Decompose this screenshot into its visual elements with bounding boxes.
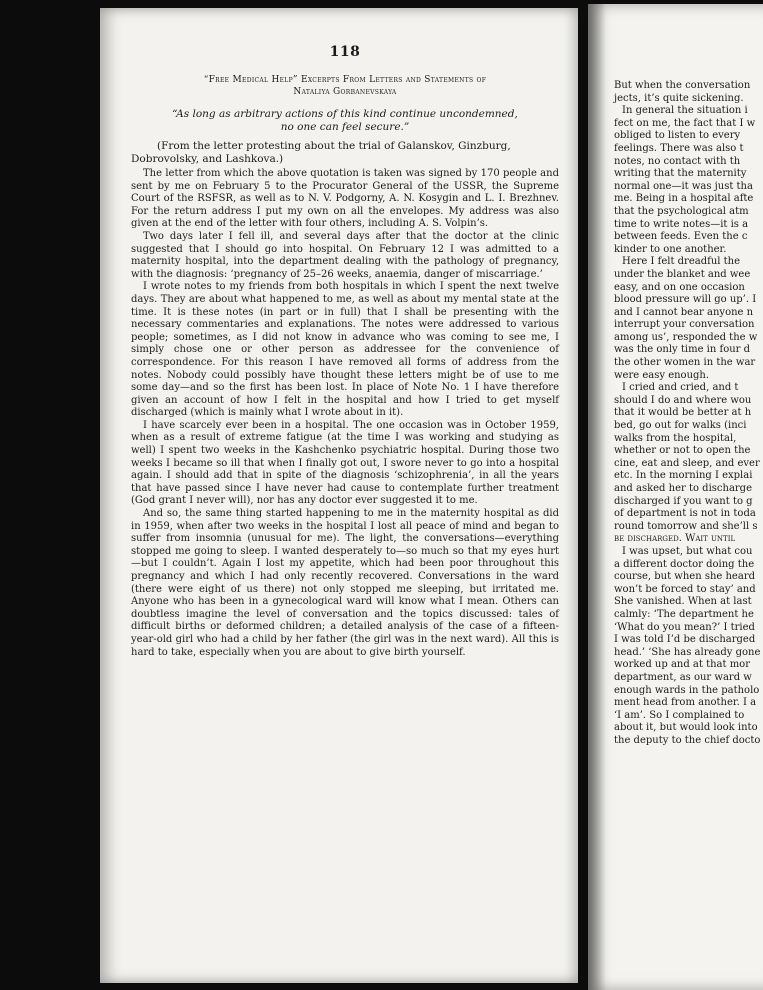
paragraph: Two days later I fell ill, and several days after that the doctor at the clinic suggested that I should go into hospital. On February 12 I was admitted to a maternity hospital, into the department dealing with the pathology of pregnancy, with the diagnosis: ‘pregnancy of 25–26 weeks, anaemia, danger of miscarriage.’: [131, 230, 559, 280]
text-line: I was told I’d be discharged: [614, 634, 756, 646]
text-line: obliged to listen to every: [614, 130, 741, 142]
text-line: and I cannot bear anyone n: [614, 306, 754, 318]
chapter-title-line-2: Nataliya Gorbanevskaya: [293, 87, 397, 97]
paragraph: I have scarcely ever been in a hospital. The one occasion was in October 1959, when as a result of extreme fatigue (at the time I was working and studying as well) I spent two weeks in the Kashchenko psychiatric hospital. During those two weeks I became so ill that when I finally got out, I swore never to go into a hospital again. I should add that in spite of the diagnosis ‘schizophrenia’, in all the years that have passed since I have never had cause to contemplate further treatment (God grant I never will), nor has any doctor ever suggested it to me.: [131, 419, 559, 507]
text-line: should I do and where wou: [614, 394, 752, 406]
text-line: But when the conversation: [614, 80, 751, 91]
right-page-text: [614, 80, 763, 747]
text-line: interrupt your conversation: [614, 319, 755, 331]
text-line: and asked her to discharge: [614, 483, 753, 494]
text-line: calmly: ‘The department he: [614, 608, 754, 620]
chapter-title: [131, 74, 559, 98]
text-line: She vanished. When at last: [614, 596, 752, 608]
text-line: jects, it’s quite sickening.: [614, 92, 744, 104]
text-line: under the blanket and wee: [614, 268, 751, 280]
epigraph-quote: “As long as arbitrary actions of this kind continue uncondemned, no one can feel secure.”: [172, 108, 518, 133]
text-line: the deputy to the chief docto: [614, 734, 761, 746]
text-line: notes, no contact with th: [614, 155, 741, 167]
text-line: head.’ ‘She has already gone: [614, 646, 761, 658]
text-line: walks from the hospital,: [614, 432, 737, 444]
paragraph: And so, the same thing started happening to me in the maternity hospital as did in 1959, when after two weeks in the hospital I lost all peace of mind and began to suffer from insomnia (unusual for me). The light, the conversations—everything stopped me going to sleep. I wanted desperately to—so much so that my eyes hurt—but I couldn’t. Again I lost my appetite, which had been poor throughout this pregnancy and which I had only recently recovered. Conversations in the ward (there were eight of us there) not only stopped me sleeping, but irritated me. Anyone who has been in a gynecological ward will know what I mean. Others can doubtless imagine the level of conversation and the topics discussed: tales of difficult births or deformed children; a detailed analysis of the case of a fifteen-year-old girl who had a child by her father (the girl was in the next ward). All this is hard to take, especially when you are about to give birth yourself.: [131, 508, 559, 658]
text-line: kinder to one another.: [614, 243, 727, 255]
text-line: time to write notes—it is a: [614, 218, 749, 230]
text-line: department, as our ward w: [614, 671, 752, 683]
text-line: won’t be forced to stay’ and: [614, 583, 756, 595]
text-line: enough wards in the patholo: [614, 684, 760, 696]
left-book-page: [100, 8, 578, 983]
text-line: worked up and at that mor: [614, 659, 750, 671]
text-line: the other women in the war: [614, 357, 756, 369]
text-line: I cried and cried, and t: [622, 382, 739, 394]
epigraph-source: (From the letter protesting about the trial of Galanskov, Ginzburg, Dobrovolsky, and Lashkova.): [131, 140, 511, 165]
text-line: that the psychological atm: [614, 205, 749, 217]
text-line: blood pressure will go up’. I: [614, 294, 757, 306]
text-line: of department is not in toda: [614, 508, 756, 520]
text-line: me. Being in a hospital afte: [614, 193, 754, 205]
text-line: normal one—it was just tha: [614, 180, 753, 192]
chapter-title-line-1: “Free Medical Help” Excerpts From Letters and Statements of: [203, 75, 487, 85]
text-line: about it, but would look into: [614, 722, 758, 734]
right-book-page: [588, 4, 763, 990]
text-line: easy, and on one occasion: [614, 281, 745, 293]
paragraph: The letter from which the above quotation is taken was signed by 170 people and sent by me on February 5 to the Procurator General of the USSR, the Supreme Court of the RSFSR, as well as to N. V. Podgorny, A. N. Kosygin and L. I. Brezhnev. For the return address I put my own on all the envelopes. My address was also given at the end of the letter with four others, including A. S. Volpin’s.: [131, 168, 559, 230]
text-line: ‘What do you mean?’ I tried: [614, 621, 755, 633]
text-line: were easy enough.: [614, 369, 710, 381]
text-line: writing that the maternity: [614, 168, 747, 180]
text-line: be discharged. Wait until: [614, 533, 736, 545]
text-line: feelings. There was also t: [614, 142, 744, 154]
text-line: I was upset, but what cou: [622, 545, 753, 557]
text-line: course, but when she heard: [614, 571, 755, 583]
paragraph: I wrote notes to my friends from both hospitals in which I spent the next twelve days. They are about what happened to me, as well as about my mental state at the time. It is these notes (in part or in full) that I shall be presenting with the necessary commentaries and explanations. The notes were addressed to various people; sometimes, as I did not know in advance who was coming to see me, I simply chose one or other person as addressee for the convenience of correspondence. For this reason I have removed all forms of address from the notes. Nobody could possibly have thought these letters might be of use to me some day—and so the first has been lost. In place of Note No. 1 I have therefore given an account of how I felt in the hospital and how I tried to get myself discharged (which is mainly what I wrote about in it).: [131, 281, 559, 419]
text-line: Here I felt dreadful the: [622, 256, 741, 268]
text-line: whether or not to open the: [614, 445, 751, 457]
text-line: cine, eat and sleep, and ever: [614, 457, 760, 469]
text-line: bed, go out for walks (inci: [614, 420, 747, 432]
text-line: was the only time in four d: [614, 344, 751, 356]
text-line: In general the situation i: [622, 105, 748, 117]
text-line: etc. In the morning I explai: [614, 470, 753, 482]
gutter-shadow: [588, 4, 606, 990]
text-line: a different doctor doing the: [614, 558, 755, 570]
left-page-text: [131, 44, 559, 659]
page-number: 118: [329, 44, 361, 60]
text-line: discharged if you want to g: [614, 495, 753, 507]
text-line: ‘I am’. So I complained to: [614, 709, 745, 721]
text-line: round tomorrow and she’ll s: [614, 520, 758, 532]
text-line: ment head from another. I a: [614, 697, 757, 709]
text-line: among us’, responded the w: [614, 331, 758, 343]
text-line: fect on me, the fact that I w: [614, 117, 756, 129]
text-line: between feeds. Even the c: [614, 231, 748, 243]
text-line: that it would be better at h: [614, 407, 752, 419]
